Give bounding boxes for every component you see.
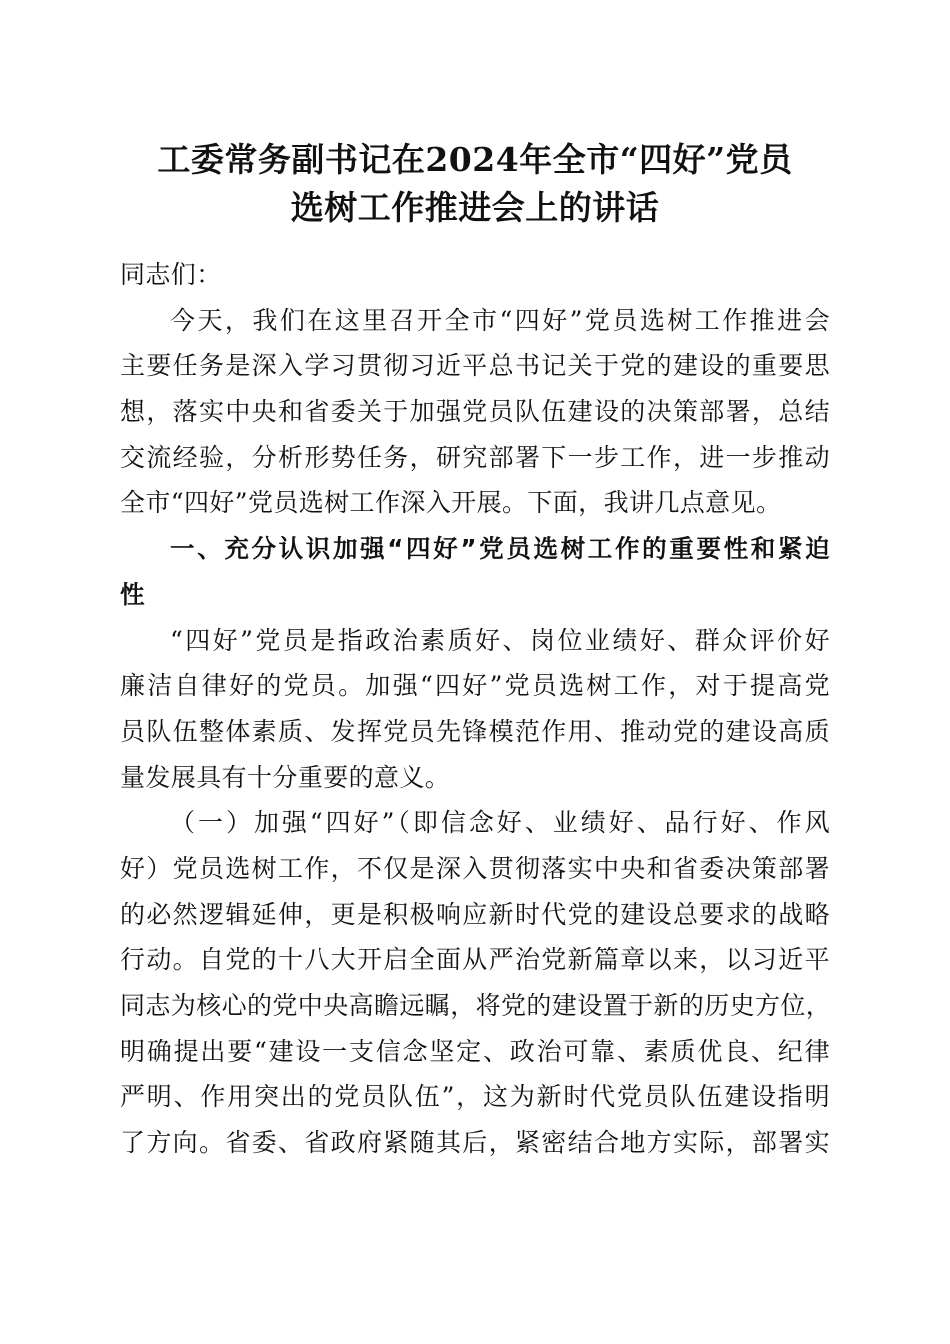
body-text-line: 交流经验，分析形势任务，研究部署下一步工作，进一步推动 [120,442,830,472]
body-text-line: 想，落实中央和省委关于加强党员队伍建设的决策部署，总结 [120,397,830,427]
body-text-line: 全市“四好”党员选树工作深入开展。下面，我讲几点意见。 [120,488,782,518]
body-text-line: 了方向。省委、省政府紧随其后，紧密结合地方实际，部署实 [120,1128,830,1158]
title-line-2: 选树工作推进会上的讲话 [290,188,660,227]
section-heading-line: 一、充分认识加强“四好”党员选树工作的重要性和紧迫 [170,534,830,564]
title-line-1: 工委常务副书记在2024年全市“四好”党员 [157,140,793,179]
body-text-line: 的必然逻辑延伸，更是积极响应新时代党的建设总要求的战略 [120,899,830,929]
document-body [120,252,830,1166]
body-text-line: 主要任务是深入学习贯彻习近平总书记关于党的建设的重要思 [120,351,830,381]
body-text-line: 行动。自党的十八大开启全面从严治党新篇章以来，以习近平 [120,945,830,975]
document-title [100,136,850,232]
body-text-line: 好）党员选树工作，不仅是深入贯彻落实中央和省委决策部署 [120,853,830,883]
body-text-line: 明确提出要“建设一支信念坚定、政治可靠、素质优良、纪律 [120,1036,830,1066]
body-text-line: “四好”党员是指政治素质好、岗位业绩好、群众评价好 [170,625,830,655]
body-text-line: 严明、作用突出的党员队伍”，这为新时代党员队伍建设指明 [120,1082,830,1112]
body-text-line: 今天，我们在这里召开全市“四好”党员选树工作推进会 [170,305,830,335]
body-text-line: 量发展具有十分重要的意义。 [120,762,451,792]
body-text-line: （一）加强“四好”（即信念好、业绩好、品行好、作风 [170,808,830,838]
body-text-line: 同志为核心的党中央高瞻远瞩，将党的建设置于新的历史方位， [120,991,832,1020]
body-text-line: 员队伍整体素质、发挥党员先锋模范作用、推动党的建设高质 [120,716,830,746]
body-text-line: 廉洁自律好的党员。加强“四好”党员选树工作，对于提高党 [120,671,830,701]
section-heading-line: 性 [120,579,145,609]
body-text-line: 同志们： [120,260,222,289]
